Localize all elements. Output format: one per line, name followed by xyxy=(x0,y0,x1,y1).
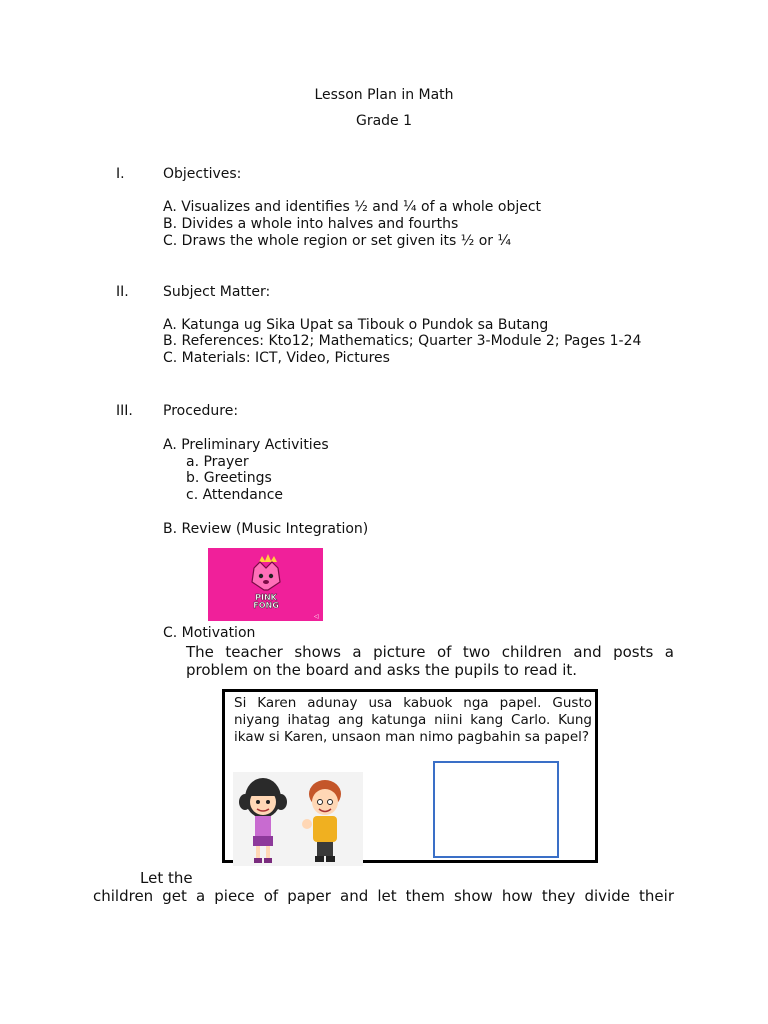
subject-matter-heading: Subject Matter: xyxy=(163,284,271,300)
review-label: B. Review (Music Integration) xyxy=(163,521,369,537)
preliminary-item: c. Attendance xyxy=(186,487,284,503)
pinkfong-image xyxy=(208,548,323,621)
pinkfong-logo-text-1: PINK xyxy=(255,593,277,602)
problem-text: Si Karen adunay usa kabuok nga papel. Gusto niyang ihatag ang katunga niini kang Carlo. Kung ikaw si Karen, unsaon man nimo pagbahin sa papel? xyxy=(234,695,592,745)
objective-item: A. Visualizes and identifies ½ and ¼ of a whole object xyxy=(163,199,542,215)
procedure-heading: Procedure: xyxy=(163,403,239,419)
pinkfong-logo-text-2: FONG xyxy=(253,601,279,610)
subject-matter-item: C. Materials: ICT, Video, Pictures xyxy=(163,350,390,366)
subject-matter-item: A. Katunga ug Sika Upat sa Tibouk o Pundok sa Butang xyxy=(163,317,549,333)
motivation-text-line2: problem on the board and asks the pupils to read it. xyxy=(186,661,578,679)
section-numeral-2: II. xyxy=(116,284,129,300)
pinkfong-logo-icon xyxy=(208,548,323,621)
problem-box xyxy=(222,689,598,863)
objective-item: B. Divides a whole into halves and fourths xyxy=(163,216,459,232)
two-children-icon xyxy=(233,772,363,866)
objectives-heading: Objectives: xyxy=(163,166,242,182)
section-numeral-3: III. xyxy=(116,403,133,419)
subject-matter-item: B. References: Kto12; Mathematics; Quarter 3-Module 2; Pages 1-24 xyxy=(163,333,642,349)
answer-rectangle xyxy=(433,761,559,858)
grade-label: Grade 1 xyxy=(355,113,413,129)
preliminary-item: b. Greetings xyxy=(186,470,272,486)
preliminary-activities-label: A. Preliminary Activities xyxy=(163,437,329,453)
objective-item: C. Draws the whole region or set given its ½ or ¼ xyxy=(163,233,512,249)
closing-text-line1: Let the xyxy=(140,869,193,887)
svg-text:◁: ◁ xyxy=(314,613,319,620)
section-numeral-1: I. xyxy=(116,166,125,182)
document-title: Lesson Plan in Math xyxy=(314,87,454,103)
closing-text-line2: children get a piece of paper and let them show how they divide their xyxy=(93,887,674,905)
motivation-text-line1: The teacher shows a picture of two children and posts a xyxy=(186,643,674,661)
motivation-label: C. Motivation xyxy=(163,625,256,641)
preliminary-item: a. Prayer xyxy=(186,454,249,470)
